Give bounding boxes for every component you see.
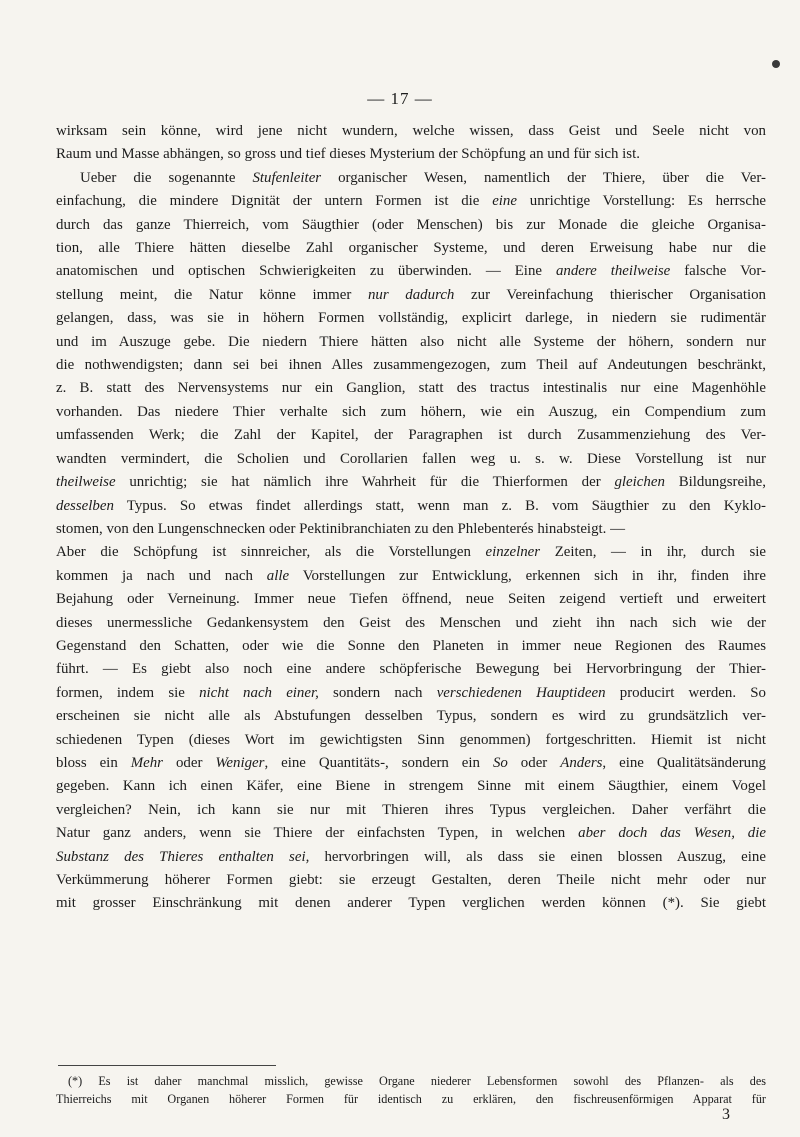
body-line	[56, 260, 766, 283]
body-italic-run: einzelner	[485, 544, 541, 561]
printer-signature-mark: 3	[722, 1106, 730, 1123]
body-text-run: stellung meint, die Natur könne immer	[56, 286, 368, 303]
footnote-text-run: Thierreichs mit Organen höherer Formen für identisch zu erklären, den fischreusenförmigen Apparat für	[56, 1092, 766, 1106]
body-italic-run: theilweise	[56, 474, 116, 491]
body-line	[56, 518, 766, 541]
body-line	[56, 190, 766, 213]
body-line	[56, 120, 766, 143]
body-line	[56, 143, 766, 166]
body-line	[56, 588, 766, 611]
body-line	[56, 799, 766, 822]
body-line	[56, 541, 766, 564]
body-line	[56, 471, 766, 494]
body-italic-run: So	[492, 754, 508, 771]
body-text-run: oder	[507, 754, 561, 771]
body-line	[56, 377, 766, 400]
body-text-run: umfassenden Werk; die Zahl der Kapitel, der Paragraphen ist durch Zusammenziehung des Ver-	[56, 427, 766, 444]
body-text-run: wirksam sein könne, wird jene nicht wundern, welche wissen, dass Geist und Seele nicht von	[56, 123, 766, 139]
body-text-run: stomen, von den Lungenschnecken oder Pektinibranchiaten zu den Phlebenterés hinabsteigt. —	[56, 520, 625, 537]
body-line	[56, 307, 766, 330]
body-italic-run: andere theilweise	[555, 263, 671, 280]
body-text-run: Raum und Masse abhängen, so gross und tief dieses Mysterium der Schöpfung an und für sich ist.	[56, 146, 640, 163]
footnote-line	[68, 1072, 766, 1090]
body-text-run: führt. — Es giebt also noch eine andere schöpferische Bewegung bei Hervorbringung der Thier-	[56, 661, 766, 678]
body-line	[56, 354, 766, 377]
body-line	[56, 448, 766, 471]
body-line	[56, 892, 766, 915]
body-text-run: z. B. statt des Nervensystems nur ein Ganglion, statt des tractus intestinalis nur eine Magenhöhle	[56, 380, 766, 397]
body-text-run: anatomischen und optischen Schwierigkeiten zu überwinden. — Eine	[56, 263, 556, 280]
body-text-run: hervorbringen will, als dass sie einen blossen Auszug, eine	[309, 848, 766, 865]
body-italic-run: Weniger	[215, 754, 265, 771]
body-text-run: Typus. So etwas findet allerdings statt, wenn man z. B. vom Säugthier zu den Kyklo-	[113, 497, 766, 514]
body-italic-run: eine	[492, 193, 517, 210]
page-speck-mark	[772, 60, 780, 68]
body-text-run: kommen ja nach und nach	[56, 567, 267, 584]
body-text-run: organischer Wesen, namentlich der Thiere, über die Ver-	[321, 169, 766, 186]
body-italic-run: nicht nach einer,	[199, 684, 319, 701]
body-text-run: gelangen, dass, was sie in höhern Formen vollständig, explicirt darlege, in niedern sie rudimentär	[56, 310, 766, 327]
body-italic-run: Mehr	[130, 754, 163, 771]
body-text-run: sondern nach	[318, 684, 437, 701]
body-line	[56, 869, 766, 892]
body-line	[56, 284, 766, 307]
body-text-run: durch das ganze Thierreich, vom Säugthier (oder Menschen) bis zur Monade die gleiche Organisa-	[56, 216, 766, 233]
footnote-block	[56, 1072, 766, 1108]
body-text-run: , eine Quantitäts-, sondern ein	[264, 754, 493, 771]
body-text-run: Gegenstand den Schatten, oder wie die Sonne den Planeten in immer neue Regionen des Raumes	[56, 637, 766, 654]
body-text-run: erscheinen sie nicht alle als Abstufungen desselben Typus, sondern es wird zu grundsätzlich ver-	[56, 708, 766, 725]
body-text-run: Natur ganz anders, wenn sie Thiere der einfachsten Typen, in welchen	[56, 825, 579, 842]
body-text-run: Zeiten, — in ihr, durch sie	[540, 544, 767, 561]
body-line	[56, 565, 766, 588]
body-text-run: einfachung, die mindere Dignität der untern Formen ist die	[56, 193, 493, 210]
body-text-run: schiedenen Typen (dieses Wort im gewichtigsten Sinn genommen) fortgeschritten. Hiemit ist nicht	[56, 731, 766, 748]
body-line	[56, 658, 766, 681]
body-text-run: wandten vermindert, die Scholien und Corollarien fallen weg u. s. w. Diese Vorstellung ist nur	[56, 450, 766, 467]
body-line	[56, 635, 766, 658]
page-number: — 17 —	[367, 89, 433, 108]
body-line	[56, 729, 766, 752]
body-italic-run: alle	[266, 567, 290, 584]
body-text-run: Bildungsreihe,	[664, 474, 766, 491]
body-text-run: producirt werden. So	[605, 684, 766, 701]
body-line	[56, 214, 766, 237]
body-text-run: bloss ein	[56, 754, 131, 771]
body-italic-run: gleichen	[614, 474, 665, 491]
footnote-line	[56, 1090, 766, 1108]
body-text-run: unrichtig; sie hat nämlich ihre Wahrheit für die Thierformen der	[115, 474, 615, 491]
body-text-run: Aber die Schöpfung ist sinnreicher, als die Vorstellungen	[56, 544, 486, 561]
body-text-run: unrichtige Vorstellung: Es herrsche	[517, 193, 767, 210]
body-text-run: Bejahung oder Verneinung. Immer neue Tiefen öffnend, neue Seiten zeigend vertieft und erweitert	[56, 591, 766, 608]
body-italic-run: Stufenleiter	[252, 169, 322, 186]
body-text-run: tion, alle Thiere hätten dieselbe Zahl organischer Systeme, und deren Erweisung habe nur die	[56, 240, 766, 257]
body-line	[56, 237, 766, 260]
body-italic-run: nur dadurch	[367, 286, 455, 303]
body-text-run: gegeben. Kann ich einen Käfer, eine Biene in strengem Sinne mit einem Säugthier, einem Vogel	[56, 778, 766, 795]
body-text-run: formen, indem sie	[56, 684, 200, 701]
footnote-divider	[58, 1065, 276, 1066]
body-line	[56, 612, 766, 635]
body-text-run: die nothwendigsten; dann sei bei ihnen Alles zusammengezogen, zum Theil auf Andeutungen beschränkt,	[56, 357, 766, 374]
body-line	[56, 682, 766, 705]
body-italic-run: aber doch das Wesen, die	[578, 825, 766, 842]
body-text-run: zur Vereinfachung thierischer Organisation	[454, 286, 766, 303]
body-text-run: Verkümmerung höherer Formen giebt: sie erzeugt Gestalten, deren Theile nicht mehr oder nur	[56, 872, 766, 888]
body-italic-run: verschiedenen Hauptideen	[436, 684, 606, 701]
body-line	[56, 331, 766, 354]
body-line	[56, 705, 766, 728]
main-text-block	[56, 120, 766, 916]
body-line	[56, 822, 766, 845]
body-text-run: Ueber die sogenannte	[80, 169, 253, 186]
body-italic-run: Anders	[560, 754, 603, 771]
footnote-text-run: (*) Es ist daher manchmal misslich, gewisse Organe niederer Lebensformen sowohl des Pflanzen- als des	[68, 1074, 766, 1088]
body-text-run: vergleichen? Nein, ich kann sie nur mit Thieren ihres Typus vergleichen. Daher verfährt die	[56, 801, 766, 818]
body-text-run: und im Auszuge gebe. Die niedern Thiere hätten also nicht alle Systeme der höhern, sondern nur	[56, 333, 766, 350]
body-line	[56, 424, 766, 447]
body-text-run: Vorstellungen zur Entwicklung, erkennen sich in ihr, finden ihre	[289, 567, 766, 584]
body-line	[56, 752, 766, 775]
body-line	[56, 775, 766, 798]
body-text-run: vorhanden. Das niedere Thier verhalte sich zum höhern, wie ein Auszug, ein Compendium zum	[56, 403, 766, 420]
body-text-run: oder	[162, 754, 216, 771]
body-text-run: , eine Qualitätsänderung	[602, 754, 767, 771]
body-line	[56, 846, 766, 869]
body-italic-run: Substanz des Thieres enthalten sei,	[56, 848, 310, 865]
body-text-run: falsche Vor-	[670, 263, 766, 280]
body-line	[56, 495, 766, 518]
body-line	[56, 401, 766, 424]
body-text-run: dieses unermessliche Gedankensystem den Geist des Menschen und zieht ihn nach sich wie der	[56, 614, 766, 631]
body-line	[56, 167, 766, 190]
body-text-run: mit grosser Einschränkung mit denen anderer Typen verglichen werden können (*). Sie giebt	[56, 895, 766, 912]
body-italic-run: desselben	[56, 497, 114, 514]
